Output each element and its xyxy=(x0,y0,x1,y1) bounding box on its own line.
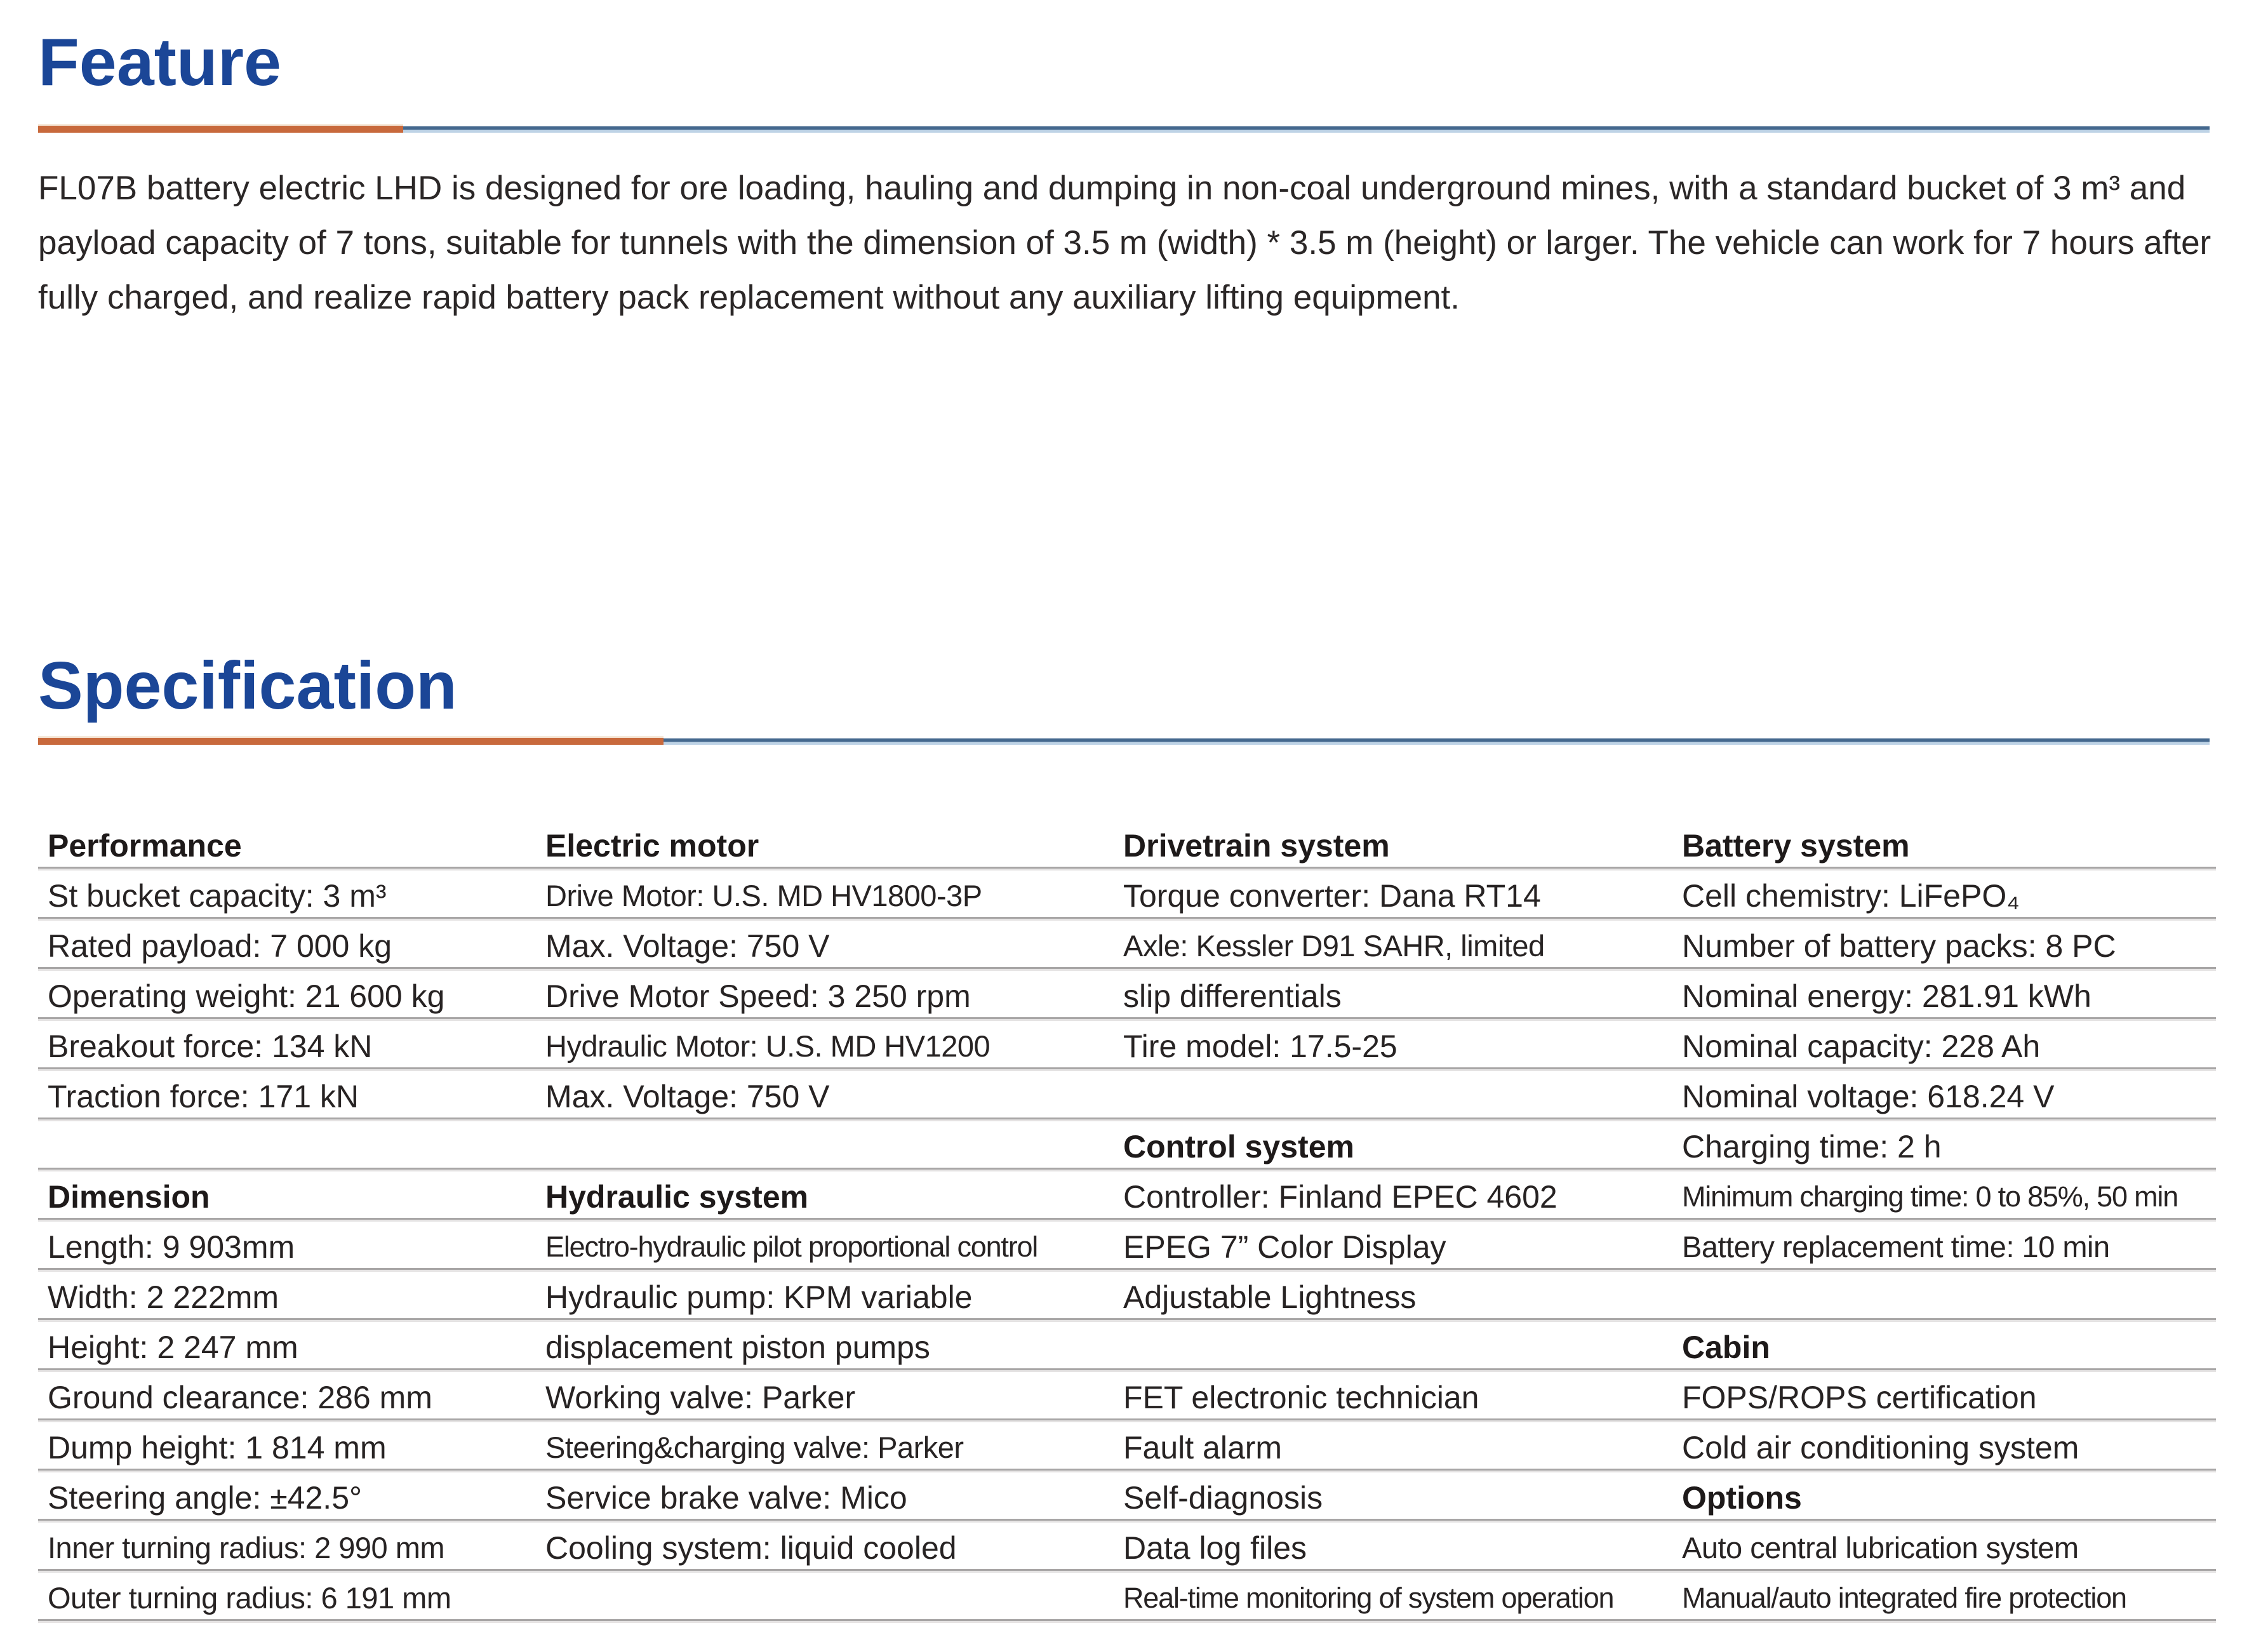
spec-cell: Drive Motor: U.S. MD HV1800-3P xyxy=(545,879,982,912)
section-header: Hydraulic system xyxy=(545,1178,809,1215)
spec-cell: Hydraulic Motor: U.S. MD HV1200 xyxy=(545,1029,991,1063)
spec-cell: Drive Motor Speed: 3 250 rpm xyxy=(545,978,971,1014)
specification-section xyxy=(38,641,2268,1623)
spec-cell: Minimum charging time: 0 to 85%, 50 min xyxy=(1682,1180,2178,1213)
spec-cell: Auto central lubrication system xyxy=(1682,1531,2079,1565)
feature-description: FL07B battery electric LHD is designed for ore loading, hauling and dumping in non-coal underground mines, with a standard bucket of 3 m³ and payload capacity of 7 tons, suitable for tunnels with the dimension of 3.5 m (width) * 3.5 m (height) or larger. The vehicle can work for 7 hours after fully charged, and realize rapid battery pack replacement without any auxiliary lifting equipment. xyxy=(38,170,2211,316)
spec-cell: Length: 9 903mm xyxy=(48,1229,295,1265)
spec-cell: Tire model: 17.5-25 xyxy=(1123,1028,1397,1064)
underline-blue-segment xyxy=(403,126,2210,133)
spec-cell: Cold air conditioning system xyxy=(1682,1429,2079,1465)
spec-cell: FET electronic technician xyxy=(1123,1379,1479,1415)
spec-cell: Breakout force: 134 kN xyxy=(48,1028,373,1064)
spec-cell: Battery replacement time: 10 min xyxy=(1682,1230,2110,1264)
spec-row-1 xyxy=(38,820,2216,871)
spec-cell: Steering angle: ±42.5° xyxy=(48,1479,362,1516)
spec-row-12 xyxy=(38,1372,2216,1422)
spec-row-5 xyxy=(38,1021,2216,1071)
spec-row-15 xyxy=(38,1523,2216,1573)
spec-cell: Dump height: 1 814 mm xyxy=(48,1429,387,1465)
spec-cell: Traction force: 171 kN xyxy=(48,1078,359,1114)
underline-orange-segment xyxy=(38,738,664,745)
spec-row-16 xyxy=(38,1573,2216,1623)
feature-title: Feature xyxy=(38,25,281,100)
spec-cell: Working valve: Parker xyxy=(545,1379,856,1415)
spec-row-11 xyxy=(38,1322,2216,1372)
spec-cell: EPEG 7” Color Display xyxy=(1123,1229,1446,1265)
spec-row-14 xyxy=(38,1472,2216,1523)
spec-cell: Nominal energy: 281.91 kWh xyxy=(1682,978,2091,1014)
spec-cell: Height: 2 247 mm xyxy=(48,1329,298,1365)
spec-cell: Self-diagnosis xyxy=(1123,1479,1323,1516)
spec-cell: Rated payload: 7 000 kg xyxy=(48,928,392,964)
spec-cell: slip differentials xyxy=(1123,978,1342,1014)
spec-cell: Cell chemistry: LiFePO₄ xyxy=(1682,877,2020,914)
underline-blue-segment xyxy=(664,738,2210,745)
spec-table xyxy=(38,820,2216,1623)
feature-underline xyxy=(38,126,2210,133)
section-header: Battery system xyxy=(1682,827,1910,864)
spec-cell: Nominal capacity: 228 Ah xyxy=(1682,1028,2041,1064)
spec-cell: Axle: Kessler D91 SAHR, limited xyxy=(1123,929,1545,963)
spec-cell: Cooling system: liquid cooled xyxy=(545,1530,957,1566)
spec-row-3 xyxy=(38,921,2216,971)
spec-row-2 xyxy=(38,871,2216,921)
spec-row-4 xyxy=(38,971,2216,1021)
section-header: Cabin xyxy=(1682,1329,1770,1365)
spec-cell: Outer turning radius: 6 191 mm xyxy=(48,1581,451,1615)
specification-underline xyxy=(38,738,2210,745)
section-header: Control system xyxy=(1123,1128,1354,1164)
underline-orange-segment xyxy=(38,126,403,133)
spec-row-8 xyxy=(38,1171,2216,1222)
spec-cell: Inner turning radius: 2 990 mm xyxy=(48,1531,445,1565)
section-header: Performance xyxy=(48,827,242,864)
section-header: Electric motor xyxy=(545,827,759,864)
spec-cell: FOPS/ROPS certification xyxy=(1682,1379,2037,1415)
spec-cell: Max. Voltage: 750 V xyxy=(545,1078,830,1114)
spec-cell: Electro-hydraulic pilot proportional control xyxy=(545,1230,1038,1263)
spec-row-10 xyxy=(38,1272,2216,1322)
spec-cell: Fault alarm xyxy=(1123,1429,1283,1465)
section-header: Options xyxy=(1682,1479,1802,1516)
spec-cell: displacement piston pumps xyxy=(545,1329,930,1365)
spec-cell: Manual/auto integrated fire protection xyxy=(1682,1581,2126,1614)
spec-cell: St bucket capacity: 3 m³ xyxy=(48,877,387,914)
spec-row-7 xyxy=(38,1121,2216,1171)
spec-row-9 xyxy=(38,1222,2216,1272)
specification-title: Specification xyxy=(38,648,457,723)
spec-row-13 xyxy=(38,1422,2216,1472)
section-header: Drivetrain system xyxy=(1123,827,1390,864)
spec-cell: Nominal voltage: 618.24 V xyxy=(1682,1078,2055,1114)
spec-cell: Operating weight: 21 600 kg xyxy=(48,978,445,1014)
spec-cell: Charging time: 2 h xyxy=(1682,1128,1942,1164)
spec-cell: Ground clearance: 286 mm xyxy=(48,1379,432,1415)
spec-cell: Number of battery packs: 8 PC xyxy=(1682,928,2116,964)
section-header: Dimension xyxy=(48,1178,210,1215)
spec-cell: Max. Voltage: 750 V xyxy=(545,928,830,964)
spec-cell: Data log files xyxy=(1123,1530,1307,1566)
spec-cell: Width: 2 222mm xyxy=(48,1279,279,1315)
feature-section xyxy=(38,18,2268,325)
spec-cell: Controller: Finland EPEC 4602 xyxy=(1123,1178,1558,1215)
spec-cell: Hydraulic pump: KPM variable xyxy=(545,1279,973,1315)
spec-cell: Torque converter: Dana RT14 xyxy=(1123,877,1541,914)
spec-cell: Steering&charging valve: Parker xyxy=(545,1431,964,1464)
spec-cell: Service brake valve: Mico xyxy=(545,1479,907,1516)
spec-cell: Real-time monitoring of system operation xyxy=(1123,1581,1614,1614)
spec-cell: Adjustable Lightness xyxy=(1123,1279,1417,1315)
spec-row-6 xyxy=(38,1071,2216,1121)
